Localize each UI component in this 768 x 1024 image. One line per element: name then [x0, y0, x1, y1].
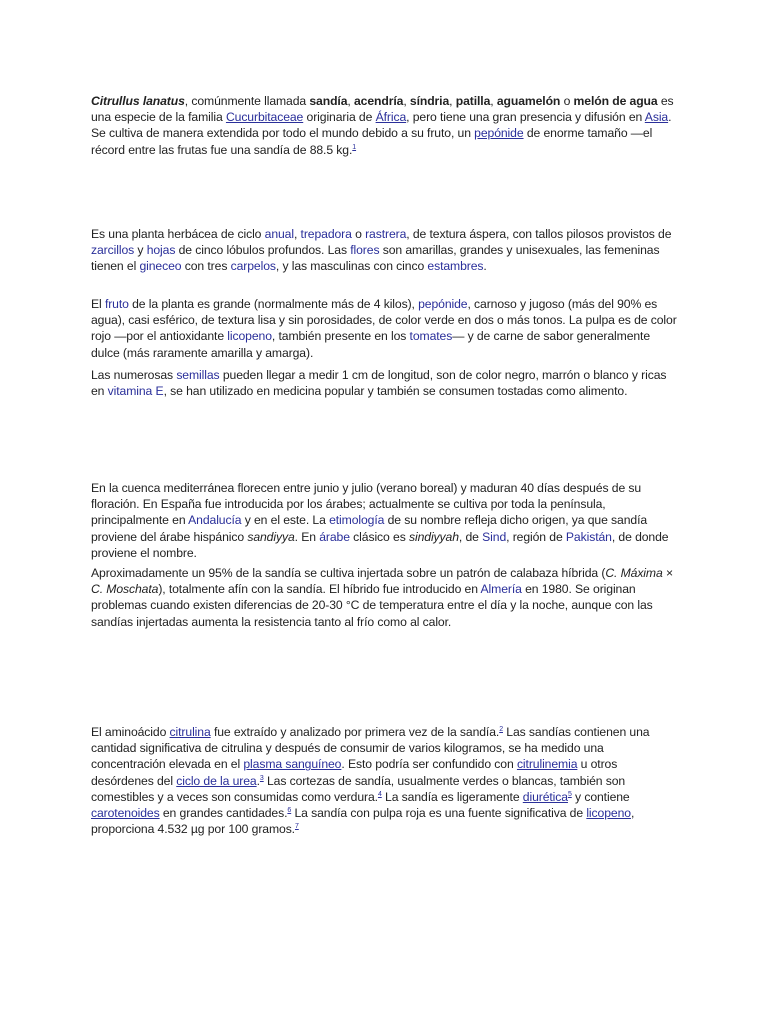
- text: , proporciona 4.532 µg por 100 gramos.: [91, 806, 635, 837]
- footnote-link-5[interactable]: 5: [567, 790, 572, 798]
- link-licopeno[interactable]: licopeno: [227, 329, 272, 344]
- link-fruto[interactable]: fruto: [104, 297, 129, 311]
- link-hojas[interactable]: hojas: [146, 243, 176, 258]
- footnote-link-6[interactable]: 6: [287, 807, 292, 815]
- text: y: [134, 243, 147, 258]
- link-citrulinemia[interactable]: citrulinemia: [516, 757, 578, 772]
- text: , y las masculinas con cinco: [275, 259, 428, 274]
- text: y en el este. La: [241, 513, 330, 528]
- paragraph-nutrition: [91, 724, 681, 837]
- common-name: síndria: [409, 94, 450, 108]
- link-citrulina[interactable]: citrulina: [169, 725, 211, 739]
- common-name: patilla: [455, 94, 491, 108]
- footnote-link-3[interactable]: 3: [259, 774, 264, 782]
- text: ), totalmente afín con la sandía. El híbrido fue introducido en: [158, 582, 481, 597]
- text: originaria de: [303, 110, 376, 125]
- footnote-link-4[interactable]: 4: [377, 790, 382, 798]
- text: ,: [449, 94, 456, 108]
- text: , de donde proviene el nombre.: [91, 529, 669, 560]
- footnote-ref: [295, 823, 299, 830]
- link-ciclo-de-la-urea[interactable]: ciclo de la urea: [176, 773, 257, 788]
- text: con tres: [181, 259, 231, 274]
- text: de la planta es grande (normalmente más de 4 kilos),: [128, 297, 419, 311]
- text: . En: [294, 529, 320, 544]
- text: de cinco lóbulos profundos. Las: [175, 243, 351, 258]
- text-italic: C. Máxima: [605, 566, 663, 580]
- link-andalucia[interactable]: Andalucía: [188, 513, 242, 528]
- text: En la cuenca mediterránea florecen entre junio y julio (verano boreal) y maduran 40 días después de su floración. En España fue introducida por los árabes; actualmente se cultiva por toda la península, principalmente en: [91, 481, 642, 528]
- text: clásico es: [349, 529, 409, 544]
- text: ,: [490, 94, 497, 108]
- text: de enorme tamaño —el récord entre las frutas fue una sandía de 88.5 kg.: [91, 126, 653, 157]
- text: El aminoácido: [91, 725, 170, 739]
- link-peponide[interactable]: pepónide: [474, 126, 524, 141]
- footnote-ref: [352, 144, 356, 151]
- common-name: acendría: [353, 94, 404, 108]
- text: Las sandías contienen una cantidad significativa de citrulina y después de consumir de varios kilogramos, se ha medido una concentración elevada en el: [91, 725, 650, 772]
- text: ×: [662, 566, 673, 580]
- text: ,: [293, 227, 301, 241]
- text: Las numerosas: [91, 368, 177, 382]
- text: pueden llegar a medir 1 cm de longitud, son de color negro, marrón o blanco y ricas en: [91, 368, 667, 399]
- paragraph-description: [91, 226, 681, 275]
- text: La sandía es ligeramente: [381, 789, 523, 804]
- common-name: aguamelón: [496, 94, 561, 108]
- link-rastrera[interactable]: rastrera: [365, 227, 407, 241]
- text: fue extraído y analizado por primera vez de la sandía.: [210, 725, 500, 739]
- paragraph-seeds: [91, 367, 681, 399]
- text: — y de carne de sabor generalmente dulce (más raramente amarilla y amarga).: [91, 329, 651, 360]
- footnote-link-1[interactable]: 1: [352, 143, 357, 151]
- text: ,: [403, 94, 410, 108]
- text: , de: [458, 529, 483, 544]
- text: Es una planta herbácea de ciclo: [91, 227, 265, 241]
- link-africa[interactable]: África: [375, 110, 407, 125]
- paragraph-fruit: [91, 296, 681, 361]
- link-pakistan[interactable]: Pakistán: [565, 529, 612, 544]
- text: , se han utilizado en medicina popular y también se consumen tostadas como alimento.: [163, 384, 628, 399]
- link-plasma-sanguineo[interactable]: plasma sanguíneo: [243, 757, 342, 772]
- text-italic: C. Moschata: [91, 582, 159, 597]
- link-carotenoides[interactable]: carotenoides: [91, 806, 160, 821]
- link-etimologia[interactable]: etimología: [329, 513, 385, 528]
- text: . Se cultiva de manera extendida por todo el mundo debido a su fruto, un: [91, 110, 672, 141]
- text: , carnoso y jugoso (más del 90% es agua), casi esférico, de textura lisa y sin porosidades, de color verde en dos o más tonos. La pulpa es de color rojo —por el antioxidante: [91, 297, 677, 344]
- text: o: [560, 94, 574, 108]
- link-licopeno[interactable]: licopeno: [586, 806, 631, 821]
- text: .: [256, 773, 260, 788]
- link-zarcillos[interactable]: zarcillos: [91, 243, 135, 258]
- link-trepadora[interactable]: trepadora: [300, 227, 352, 241]
- paragraph-grafting: [91, 565, 681, 630]
- text: , pero tiene una gran presencia y difusión en: [406, 110, 645, 125]
- text: en 1980. Se originan problemas cuando existen diferencias de 20-30 °C de temperatura entre el día y la noche, aunque con las sandías injertadas aumenta la resistencia tanto al frío como al calor.: [91, 582, 653, 629]
- text: .: [483, 259, 487, 274]
- link-peponide[interactable]: pepónide: [418, 297, 468, 311]
- footnote-link-7[interactable]: 7: [294, 823, 299, 831]
- text-italic: sandiyya: [247, 529, 295, 544]
- link-anual[interactable]: anual: [264, 227, 294, 241]
- link-sind[interactable]: Sind: [482, 529, 507, 544]
- text: y contiene: [571, 789, 630, 804]
- common-name: melón de agua: [573, 94, 658, 108]
- link-asia[interactable]: Asia: [644, 110, 669, 125]
- paragraph-cultivation: [91, 480, 681, 561]
- link-carpelos[interactable]: carpelos: [230, 259, 276, 274]
- text: u otros desórdenes del: [91, 757, 618, 788]
- text: es una especie de la familia: [91, 94, 674, 125]
- link-cucurbitaceae[interactable]: Cucurbitaceae: [225, 110, 304, 125]
- text: son amarillas, grandes y unisexuales, las femeninas tienen el: [91, 243, 660, 274]
- text: , comúnmente llamada: [184, 94, 310, 108]
- link-estambres[interactable]: estambres: [427, 259, 484, 274]
- link-gineceo[interactable]: gineceo: [139, 259, 182, 274]
- link-arabe[interactable]: árabe: [319, 529, 350, 544]
- text: La sandía con pulpa roja es una fuente significativa de: [291, 806, 587, 821]
- link-diuretica[interactable]: diurética: [522, 789, 568, 804]
- scientific-name: Citrullus lanatus: [91, 94, 185, 108]
- text: en grandes cantidades.: [159, 806, 288, 821]
- text: Las cortezas de sandía, usualmente verdes o blancas, también son comestibles y a veces son consumidas como verdura.: [91, 773, 626, 804]
- common-name: sandía: [309, 94, 348, 108]
- text: Aproximadamente un 95% de la sandía se cultiva injertada sobre un patrón de calabaza híbrida (: [91, 566, 606, 580]
- text: de su nombre refleja dicho origen, ya que sandía proviene del árabe hispánico: [91, 513, 648, 544]
- link-tomates[interactable]: tomates: [409, 329, 453, 344]
- text: . Esto podría ser confundido con: [341, 757, 517, 772]
- text: , región de: [506, 529, 566, 544]
- text: o: [351, 227, 366, 241]
- text: , de textura áspera, con tallos pilosos provistos de: [406, 227, 672, 241]
- link-vitamina-e[interactable]: vitamina E: [107, 384, 164, 399]
- link-almeria[interactable]: Almería: [480, 582, 522, 597]
- link-semillas[interactable]: semillas: [176, 368, 220, 382]
- paragraph-intro: [91, 93, 681, 158]
- link-flores[interactable]: flores: [350, 243, 380, 258]
- text: ,: [347, 94, 354, 108]
- footnote-link-2[interactable]: 2: [499, 726, 503, 733]
- text: El: [91, 297, 105, 311]
- text-italic: sindiyyah: [408, 529, 459, 544]
- text: , también presente en los: [271, 329, 410, 344]
